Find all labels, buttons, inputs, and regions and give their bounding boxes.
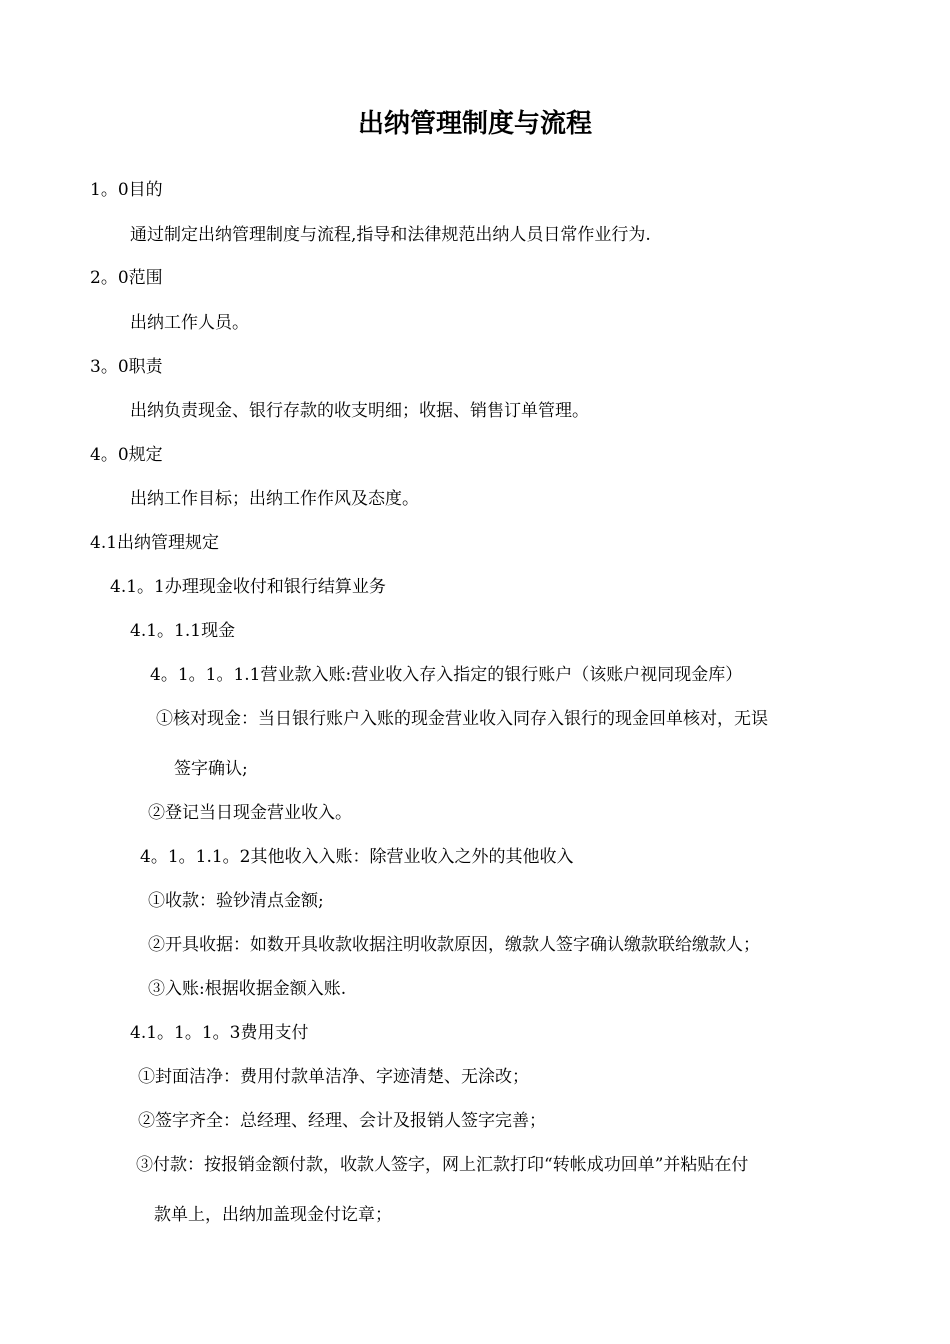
section-heading-scope: 2。0范围 (90, 268, 163, 288)
list-item: ③入账:根据收据金额入账. (148, 979, 347, 999)
subsection-heading-4-1: 4.1出纳管理规定 (90, 533, 220, 553)
subsection-heading-4-1-1: 4.1。1办理现金收付和银行结算业务 (110, 577, 386, 597)
subsection-heading-cash: 4.1。1.1现金 (130, 621, 236, 641)
list-item: ①封面洁净：费用付款单洁净、字迹清楚、无涂改； (138, 1067, 529, 1087)
subsection-heading-expense-payment: 4.1。1。1。3费用支付 (130, 1023, 309, 1043)
paragraph-purpose: 通过制定出纳管理制度与流程,指导和法律规范出纳人员日常作业行为. (130, 225, 651, 245)
list-item-continuation: 签字确认; (174, 759, 248, 779)
document-title: 出纳管理制度与流程 (357, 109, 592, 139)
list-item: ②登记当日现金营业收入。 (148, 803, 352, 823)
list-item-continuation: 款单上，出纳加盖现金付讫章； (154, 1205, 392, 1225)
list-item: ③付款：按报销金额付款，收款人签字，网上汇款打印“转帐成功回单”并粘贴在付 (136, 1155, 749, 1175)
list-item: ①核对现金：当日银行账户入账的现金营业收入同存入银行的现金回单核对，无误 (156, 709, 768, 729)
list-item: ①收款：验钞清点金额; (148, 891, 324, 911)
section-heading-duties: 3。0职责 (90, 357, 163, 377)
paragraph-duties: 出纳负责现金、银行存款的收支明细；收据、销售订单管理。 (130, 401, 589, 421)
subsection-heading-business-income: 4。1。1。1.1营业款入账:营业收入存入指定的银行账户（该账户视同现金库） (150, 665, 743, 685)
paragraph-scope: 出纳工作人员。 (130, 313, 249, 333)
section-heading-rules: 4。0规定 (90, 445, 163, 465)
subsection-heading-other-income: 4。1。1.1。2其他收入入账：除营业收入之外的其他收入 (140, 847, 574, 867)
list-item: ②签字齐全：总经理、经理、会计及报销人签字完善； (138, 1111, 546, 1131)
section-heading-purpose: 1。0目的 (90, 180, 163, 200)
list-item: ②开具收据：如数开具收款收据注明收款原因，缴款人签字确认缴款联给缴款人； (148, 935, 760, 955)
paragraph-rules: 出纳工作目标；出纳工作作风及态度。 (130, 489, 419, 509)
